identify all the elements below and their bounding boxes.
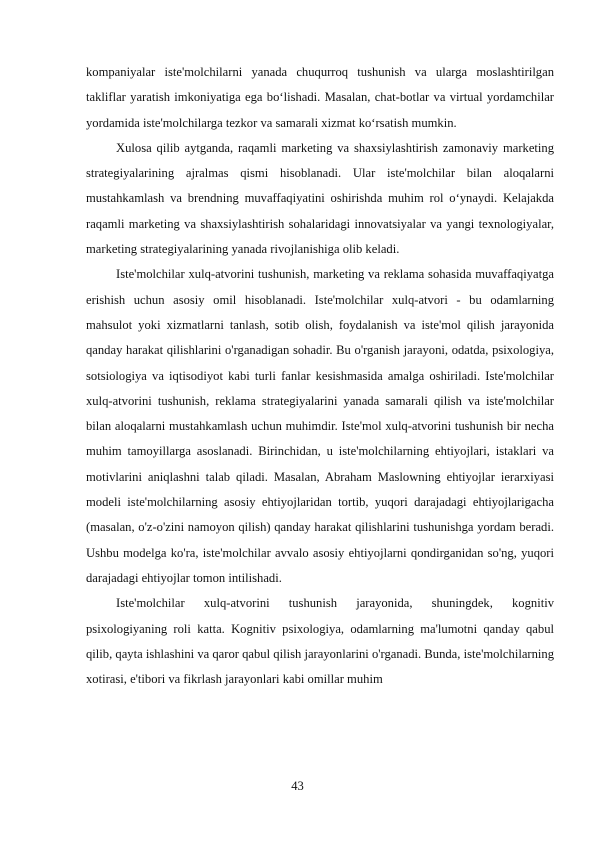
paragraph-conclusion: Xulosa qilib aytganda, raqamli marketing va shaxsiylashtirish zamonaviy marketing strategiyalarining ajralmas qismi hisoblanadi. Ular iste'molchilar bilan aloqalarni mustahkamlash va brendning muvaffaqiyatini oshirishda muhim rol o‘ynaydi. Kelajakda raqamli marketing va shaxsiylashtirish sohalaridagi innovatsiyalar va yangi texnologiyalar, marketing strategiyalarining yanada rivojlanishiga olib keladi.: [86, 140, 554, 257]
page-number: 43: [291, 779, 304, 793]
document-body: [86, 60, 554, 692]
paragraph-cognitive-psychology: Iste'molchilar xulq-atvorini tushunish jarayonida, shuningdek, kognitiv psixologiyaning roli katta. Kognitiv psixologiya, odamlarning ma'lumotni qanday qabul qilib, qayta ishlashini va qaror qabul qilish jarayonlarini o'rganadi. Bunda, iste'molchilarning xotirasi, e'tibori va fikrlash jarayonlari kabi omillar muhim: [86, 596, 554, 687]
paragraph-continuation: kompaniyalar iste'molchilarni yanada chuqurroq tushunish va ularga moslashtirilgan takliflar yaratish imkoniyatiga ega bo‘lishadi. Masalan, chat-botlar va virtual yordamchilar yordamida iste'molchilarga tezkor va samarali xizmat ko‘rsatish mumkin.: [86, 65, 554, 130]
paragraph-consumer-behavior: Iste'molchilar xulq-atvorini tushunish, marketing va reklama sohasida muvaffaqiyatga erishish uchun asosiy omil hisoblanadi. Iste'molchilar xulq-atvori - bu odamlarning mahsulot yoki xizmatlarni tanlash, sotib olish, foydalanish va iste'mol qilish jarayonida qanday harakat qilishlarini o'rganadigan sohadir. Bu o'rganish jarayoni, odatda, psixologiya, sotsiologiya va iqtisodiyot kabi turli fanlar kesishmasida amalga oshiriladi. Iste'molchilar xulq-atvorini tushunish, reklama strategiyalarini yanada samarali qilish va iste'molchilar bilan aloqalarni mustahkamlash uchun muhimdir. Iste'mol xulq-atvorini tushunish bir necha muhim tamoyillarga asoslanadi. Birinchidan, u iste'molchilarning ehtiyojlari, istaklari va motivlarini aniqlashni talab qiladi. Masalan, Abraham Maslowning ehtiyojlar ierarxiyasi modeli iste'molchilarning asosiy ehtiyojlaridan tortib, yuqori darajadagi ehtiyojlarigacha (masalan, o'z-o'zini namoyon qilish) qanday harakat qilishlarini tushunishga yordam beradi. Ushbu modelga ko'ra, iste'molchilar avvalo asosiy ehtiyojlarni qondirganidan so'ng, yuqori darajadagi ehtiyojlar tomon intilishadi.: [86, 267, 554, 585]
